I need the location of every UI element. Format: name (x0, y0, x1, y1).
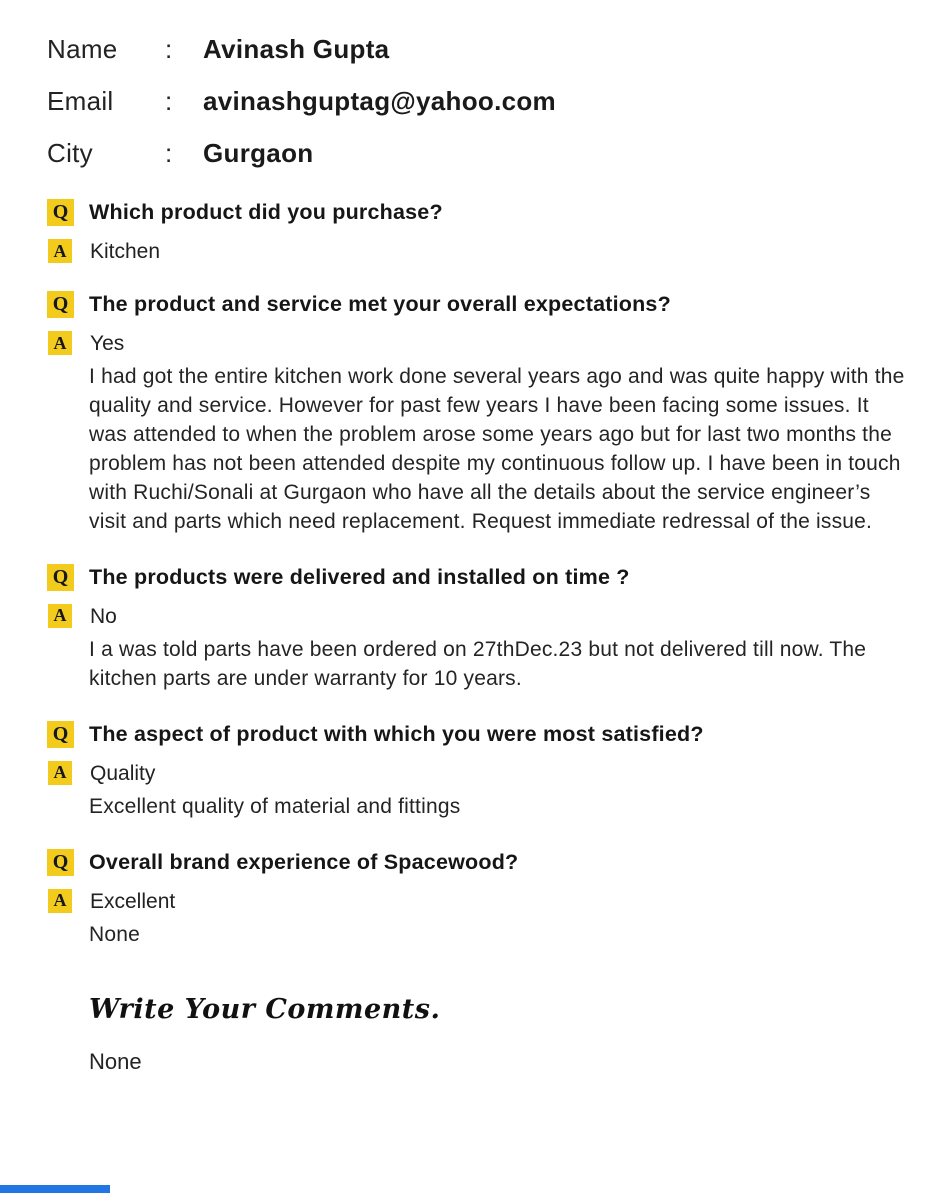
separator: : (165, 34, 173, 64)
answer-text: Quality (90, 761, 156, 785)
qa-block-expectations (47, 291, 910, 537)
answer-row (47, 889, 910, 914)
respondent-info (47, 34, 910, 169)
name-label: Name (47, 34, 118, 64)
separator: : (165, 138, 173, 168)
answer-detail: I had got the entire kitchen work done several years ago and was quite happy with the quality and service. However for past few years I have been facing some issues. It was attended to when the problem arose some years ago but for last two months the problem has not been attended despite my continuous follow up. I have been in touch with Ruchi/Sonali at Gurgaon who have all the details about the service engineer’s visit and parts which need replacement. Request immediate redressal of the issue. (89, 365, 905, 533)
qa-block-most-satisfied-aspect (47, 721, 910, 822)
question-row (47, 564, 910, 591)
question-row (47, 849, 910, 876)
question-text: The aspect of product with which you were most satisfied? (89, 721, 704, 746)
city-label: City (47, 138, 93, 168)
email-label: Email (47, 86, 114, 116)
email-value: avinashguptag@yahoo.com (203, 86, 556, 116)
comments-section (89, 994, 910, 1075)
answer-row (47, 761, 910, 786)
answer-text: Kitchen (90, 240, 161, 263)
comments-value: None (89, 1048, 142, 1074)
name-value: Avinash Gupta (203, 34, 390, 64)
question-badge-icon: Q (47, 291, 74, 318)
qa-block-delivery-on-time (47, 564, 910, 694)
answer-badge-icon: A (48, 239, 72, 263)
answer-detail: None (89, 922, 141, 946)
answer-badge-icon: A (48, 331, 72, 355)
answer-text: No (90, 604, 117, 628)
question-text: The products were delivered and installed on time ? (89, 564, 630, 589)
city-row (47, 138, 910, 169)
question-row (47, 199, 910, 226)
question-badge-icon: Q (47, 721, 74, 748)
separator: : (165, 86, 173, 116)
question-text: The product and service met your overall expectations? (89, 292, 671, 316)
city-value: Gurgaon (203, 138, 314, 168)
question-badge-icon: Q (47, 199, 74, 226)
answer-row (47, 331, 910, 356)
question-badge-icon: Q (47, 564, 74, 591)
question-row (47, 291, 910, 318)
email-row (47, 86, 910, 117)
question-text: Overall brand experience of Spacewood? (89, 849, 519, 874)
answer-row (47, 604, 910, 629)
answer-detail: Excellent quality of material and fittings (89, 794, 461, 818)
qa-block-brand-experience (47, 849, 910, 950)
question-badge-icon: Q (47, 849, 74, 876)
question-text: Which product did you purchase? (89, 200, 443, 224)
answer-badge-icon: A (48, 889, 72, 913)
answer-row (47, 239, 910, 264)
question-row (47, 721, 910, 748)
comments-title: Write Your Comments. (89, 993, 441, 1025)
answer-badge-icon: A (48, 604, 72, 628)
qa-block-product-purchased (47, 199, 910, 264)
answer-text: Yes (90, 332, 125, 355)
answer-text: Excellent (90, 889, 176, 913)
name-row (47, 34, 910, 65)
answer-detail: I a was told parts have been ordered on 27thDec.23 but not delivered till now. The kitchen parts are under warranty for 10 years. (89, 637, 867, 690)
horizontal-scrollbar-thumb[interactable] (0, 1185, 110, 1193)
answer-badge-icon: A (48, 761, 72, 785)
